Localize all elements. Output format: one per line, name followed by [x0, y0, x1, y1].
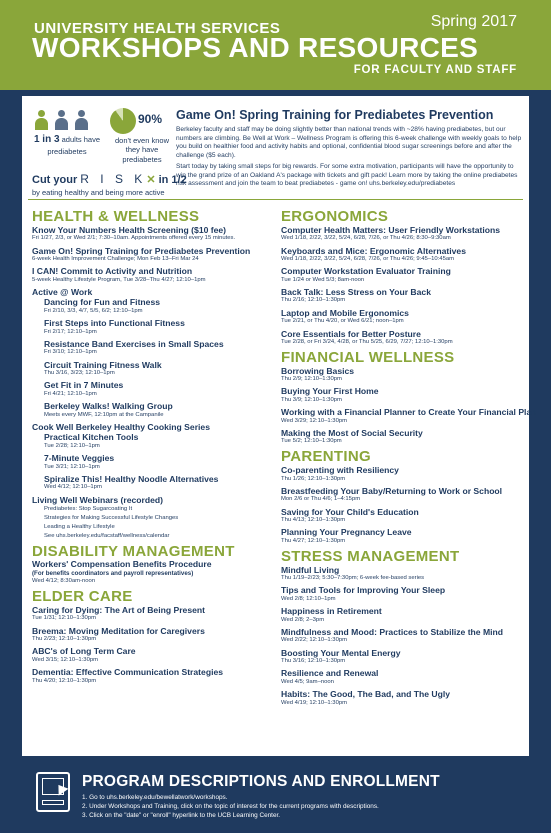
- workshop-title[interactable]: Workers' Compensation Benefits Procedure: [32, 559, 212, 570]
- prediabetes-stats: [32, 106, 187, 197]
- subsection-cook-well: Cook Well Berkeley Healthy Cooking Series: [32, 421, 210, 432]
- org-name: UNIVERSITY HEALTH SERVICES: [34, 20, 281, 37]
- workshop-detail: Thu 4/20; 12:10–1:30pm: [32, 677, 97, 684]
- workshop-detail: Wed 3/15; 12:10–1:30pm: [32, 656, 99, 663]
- workshop-detail: Thu 2/23; 12:10–1:30pm: [32, 636, 97, 643]
- workshop-title[interactable]: Practical Kitchen Tools: [44, 432, 139, 443]
- workshop-title[interactable]: Breema: Moving Meditation for Caregivers: [32, 625, 205, 636]
- workshop-detail: Tue 1/31; 12:10–1:30pm: [32, 615, 96, 622]
- workshop-item[interactable]: [281, 407, 537, 425]
- workshop-item[interactable]: [281, 585, 525, 603]
- workshop-item[interactable]: [281, 648, 525, 666]
- workshop-title[interactable]: Caring for Dying: The Art of Being Present: [32, 604, 205, 615]
- workshop-item[interactable]: [32, 246, 272, 264]
- workshop-item[interactable]: [32, 559, 272, 586]
- workshop-title[interactable]: Keyboards and Mice: Ergonomic Alternatives: [281, 245, 466, 256]
- season-label: Spring 2017: [430, 13, 517, 30]
- workshop-title[interactable]: Resistance Band Exercises in Small Spaces: [44, 338, 224, 349]
- workshop-detail: Fri 2/10, 3/3, 4/7, 5/5, 6/2; 12:10–1pm: [44, 307, 143, 314]
- workshop-title[interactable]: Know Your Numbers Health Screening ($10 fee): [32, 224, 227, 235]
- subsection-active-at-work: Active @ Work: [32, 287, 93, 297]
- workshop-detail: Fri 1/27, 2/3, or Wed 2/1; 7:30–10am. Appointments offered every 15 minutes.: [32, 235, 236, 242]
- people-icon: [34, 110, 96, 132]
- promo-title: Game On! Spring Training for Prediabetes Prevention: [176, 108, 494, 122]
- promo-banner: [22, 96, 529, 198]
- workshop-title[interactable]: Circuit Training Fitness Walk: [44, 359, 162, 370]
- workshop-item[interactable]: [281, 689, 525, 707]
- workshop-detail: Wed 1/18, 2/22, 3/22, 5/24, 6/28, 7/26, or Thu 4/26; 9:45–10:45am: [281, 255, 455, 262]
- workshop-item[interactable]: [32, 605, 272, 623]
- workshop-item[interactable]: [281, 329, 525, 347]
- workshop-item[interactable]: [281, 465, 525, 483]
- promo-paragraph-1: Berkeley faculty and staff may be doing slightly better than national trends with ~28% having prediabetes, but our numbers are climbing. Be Well at Work – Wellness Program is offering this 6-week challenge with weekly goals to help you build on healthier food and activity habits and optional, confidential blood sugar screenings before and after the challenge ($5 each).: [176, 126, 522, 159]
- workshop-item[interactable]: [281, 308, 525, 326]
- workshop-title[interactable]: Resilience and Renewal: [281, 668, 379, 679]
- footer-step: 2. Under Workshops and Training, click on the topic of interest for the current programs with descriptions.: [82, 802, 379, 810]
- workshop-detail: Thu 1/26; 12:10–1:30pm: [281, 475, 346, 482]
- workshop-item[interactable]: [281, 428, 525, 446]
- content-panel: [22, 96, 537, 756]
- workshop-title[interactable]: Get Fit in 7 Minutes: [44, 380, 124, 391]
- page-subtitle: FOR FACULTY AND STAFF: [353, 64, 517, 76]
- subsection-webinars: Living Well Webinars (recorded): [32, 494, 163, 505]
- workshop-item[interactable]: [281, 606, 525, 624]
- workshop-title[interactable]: Laptop and Mobile Ergonomics: [281, 307, 409, 318]
- workshop-detail: Wed 1/18, 2/22, 3/22, 5/24, 6/28, 7/26, or Thu 4/26; 8:30–9:30am: [281, 235, 451, 242]
- workshop-item[interactable]: [281, 366, 525, 384]
- section-title-health: HEALTH & WELLNESS: [32, 208, 200, 225]
- workshop-title[interactable]: Computer Workstation Evaluator Training: [281, 266, 451, 277]
- workshop-detail: Thu 2/16; 12:10–1:30pm: [281, 297, 346, 304]
- workshop-item[interactable]: [281, 527, 525, 545]
- workshop-title[interactable]: Mindfulness and Mood: Practices to Stabilize the Mind: [281, 626, 504, 637]
- workshop-detail: Tue 2/28, or Fri 3/24, 4/28, or Thu 5/25, 6/29, 7/27; 12:10–1:30pm: [281, 338, 453, 345]
- workshop-detail: Fri 4/21; 12:10–1pm: [44, 390, 97, 397]
- workshop-title[interactable]: Borrowing Basics: [281, 365, 355, 376]
- workshop-detail: Meets every MWF, 12:10pm at the Campanile: [44, 411, 164, 418]
- enrollment-footer: [22, 758, 529, 826]
- workshop-title[interactable]: Breastfeeding Your Baby/Returning to Work or School: [281, 485, 503, 496]
- workshop-title[interactable]: Computer Health Matters: User Friendly Workstations: [281, 224, 501, 235]
- webinar-note: Strategies for Making Successful Lifestyle Changes: [44, 515, 179, 522]
- workshop-detail: Thu 1/19–2/23; 5:30–7:30pm; 6-week fee-based series: [281, 575, 425, 582]
- workshop-detail: Wed 3/29; 12:10–1:30pm: [281, 417, 348, 424]
- workshop-title[interactable]: Back Talk: Less Stress on Your Back: [281, 287, 431, 297]
- risk-subtext: by eating healthy and being more active: [32, 188, 165, 197]
- workshop-item[interactable]: [44, 380, 272, 398]
- promo-paragraph-2: Start today by taking small steps for big rewards. For some extra motivation, participants will have the opportunity to win the grand prize of an Oakland A's package with tickets and gift pack! Learn more by taking the online prediabetes risk assessment and join the team to beat prediabetes - game on! uhs.berkeley.edu/prediabetes: [176, 163, 518, 188]
- workshop-item[interactable]: [32, 225, 272, 243]
- section-title-disability: DISABILITY MANAGEMENT: [32, 542, 235, 560]
- workshop-detail: Tue 2/28; 12:10–1pm: [44, 442, 100, 449]
- flyer-header: [0, 0, 551, 90]
- workshop-title[interactable]: Game On! Spring Training for Prediabetes Prevention: [32, 245, 251, 256]
- workshop-title[interactable]: Habits: The Good, The Bad, and The Ugly: [281, 689, 451, 700]
- workshop-detail: Fri 3/10; 12:10–1pm: [44, 349, 97, 356]
- workshop-title[interactable]: ABC's of Long Term Care: [32, 646, 136, 657]
- right-column: [281, 206, 537, 710]
- workshop-item[interactable]: [44, 401, 272, 419]
- footer-steps: [82, 794, 379, 821]
- computer-click-icon: [36, 772, 70, 812]
- left-column: [32, 206, 272, 688]
- webinar-note: Leading a Healthy Lifestyle: [44, 523, 115, 530]
- workshop-item[interactable]: [44, 297, 272, 315]
- workshop-item[interactable]: [281, 266, 525, 284]
- workshop-detail: Wed 2/22; 12:10–1:30pm: [281, 637, 348, 644]
- workshop-audience: (For benefits coordinators and payroll representatives): [32, 569, 194, 577]
- promo-text: [176, 108, 524, 192]
- workshop-title[interactable]: Tips and Tools for Improving Your Sleep: [281, 585, 446, 596]
- workshop-detail: Wed 4/12; 12:10–1pm: [44, 484, 102, 491]
- workshop-item[interactable]: [281, 386, 525, 404]
- workshop-title[interactable]: Core Essentials for Better Posture: [281, 328, 421, 339]
- workshop-title[interactable]: 7-Minute Veggies: [44, 453, 115, 464]
- workshop-title[interactable]: Buying Your First Home: [281, 386, 379, 397]
- workshop-item[interactable]: [281, 565, 525, 583]
- workshop-detail: Tue 2/21, or Thu 4/20, or Wed 6/21; noon–1pm: [281, 318, 404, 325]
- workshop-title[interactable]: Working with a Financial Planner to Create Your Financial Plan: [281, 407, 537, 418]
- workshop-title[interactable]: Mindful Living: [281, 564, 340, 575]
- workshop-item[interactable]: [44, 318, 272, 336]
- workshop-title[interactable]: First Steps into Functional Fitness: [44, 318, 185, 329]
- workshop-detail: Thu 3/16, 3/23; 12:10–1pm: [44, 370, 115, 377]
- section-title-stress: STRESS MANAGEMENT: [281, 547, 460, 565]
- workshop-title[interactable]: Boosting Your Mental Energy: [281, 647, 401, 658]
- workshop-title[interactable]: Co-parenting with Resiliency: [281, 465, 399, 476]
- workshop-title[interactable]: Dancing for Fun and Fitness: [44, 297, 161, 308]
- workshop-detail: Wed 4/5; 9am–noon: [281, 678, 334, 685]
- cut-your-risk: Cut your R I S K✕ in 1/2: [32, 172, 187, 186]
- footer-step[interactable]: 1. Go to uhs.berkeley.edu/bewellatwork/workshops.: [82, 794, 228, 801]
- workshop-title[interactable]: Happiness in Retirement: [281, 606, 382, 617]
- workshop-detail: Wed 2/8; 12:10–1pm: [281, 595, 336, 602]
- workshop-item[interactable]: [32, 646, 272, 664]
- workshop-title[interactable]: Spiralize This! Healthy Noodle Alternatives: [44, 473, 219, 484]
- stat-ninety-text: don't even know they have prediabetes: [115, 136, 169, 164]
- workshop-detail: Wed 4/12; 8:30am-noon: [32, 578, 96, 585]
- workshop-title[interactable]: I CAN! Commit to Activity and Nutrition: [32, 266, 193, 277]
- workshop-item[interactable]: [281, 627, 525, 645]
- workshop-item[interactable]: [44, 360, 272, 378]
- stat-ninety-percent: 90%: [138, 112, 163, 126]
- footer-title: PROGRAM DESCRIPTIONS AND ENROLLMENT: [82, 773, 440, 790]
- workshop-detail: 5-week Healthy Lifestyle Program, Tue 3/28–Thu 4/27; 12:10–1pm: [32, 276, 206, 283]
- workshop-detail: Thu 4/13; 12:10–1:30pm: [281, 517, 346, 524]
- workshop-item[interactable]: [32, 626, 272, 644]
- workshop-title[interactable]: Making the Most of Social Security: [281, 427, 423, 438]
- workshop-item[interactable]: [281, 668, 525, 686]
- workshop-item[interactable]: [44, 453, 272, 471]
- workshop-detail: Thu 2/9; 12:10–1:30pm: [281, 376, 342, 383]
- workshop-detail: Thu 3/16; 12:10–1:30pm: [281, 658, 346, 665]
- workshop-detail: 6-week Health Improvement Challenge; Mon Feb 13–Fri Mar 24: [32, 255, 199, 262]
- workshop-item[interactable]: [44, 339, 272, 357]
- section-title-parenting: PARENTING: [281, 448, 371, 466]
- section-title-elder-care: ELDER CARE: [32, 588, 133, 606]
- webinar-note[interactable]: See uhs.berkeley.edu/facstaff/wellness/calendar: [44, 532, 170, 539]
- webinar-note: Prediabetes: Stop Sugarcoating It: [44, 506, 133, 513]
- workshop-detail: Tue 1/24 or Wed 5/3; 8am-noon: [281, 276, 365, 283]
- workshop-detail: Tue 3/21; 12:10–1pm: [44, 463, 100, 470]
- workshop-item[interactable]: [281, 246, 525, 264]
- workshop-item[interactable]: [44, 432, 272, 450]
- workshop-detail: Tue 5/2; 12:10–1:30pm: [281, 438, 342, 445]
- workshop-item[interactable]: [281, 287, 525, 305]
- section-title-ergonomics: ERGONOMICS: [281, 208, 389, 225]
- workshop-title[interactable]: Planning Your Pregnancy Leave: [281, 527, 412, 538]
- workshop-item[interactable]: [281, 486, 525, 504]
- workshop-item[interactable]: [281, 225, 525, 243]
- footer-step: 3. Click on the "date" or "enroll" hyperlink to the UCB Learning Center.: [82, 811, 281, 819]
- divider: [28, 199, 523, 200]
- workshop-item[interactable]: [44, 474, 272, 492]
- workshop-title[interactable]: Berkeley Walks! Walking Group: [44, 401, 173, 412]
- stat-one-in-three: 1 in 3 adults have prediabetes: [33, 134, 101, 156]
- pie-chart-icon: [110, 108, 136, 134]
- page-title: WORKSHOPS AND RESOURCES: [32, 32, 479, 63]
- workshop-detail: Fri 2/17; 12:10–1pm: [44, 328, 97, 335]
- workshop-item[interactable]: [32, 667, 272, 685]
- workshop-detail: Wed 4/19; 12:10–1:30pm: [281, 699, 348, 706]
- workshop-title[interactable]: Saving for Your Child's Education: [281, 506, 419, 517]
- workshop-detail: Thu 3/9; 12:10–1:30pm: [281, 396, 342, 403]
- workshop-item[interactable]: [32, 266, 272, 284]
- workshop-detail: Wed 2/8; 2–3pm: [281, 616, 325, 623]
- workshop-title[interactable]: Dementia: Effective Communication Strategies: [32, 667, 224, 678]
- section-title-financial: FINANCIAL WELLNESS: [281, 348, 455, 366]
- workshop-item[interactable]: [281, 507, 525, 525]
- workshop-detail: Mon 2/6 or Thu 4/6; 1–4:15pm: [281, 496, 361, 503]
- workshop-detail: Thu 4/27; 12:10–1:30pm: [281, 537, 346, 544]
